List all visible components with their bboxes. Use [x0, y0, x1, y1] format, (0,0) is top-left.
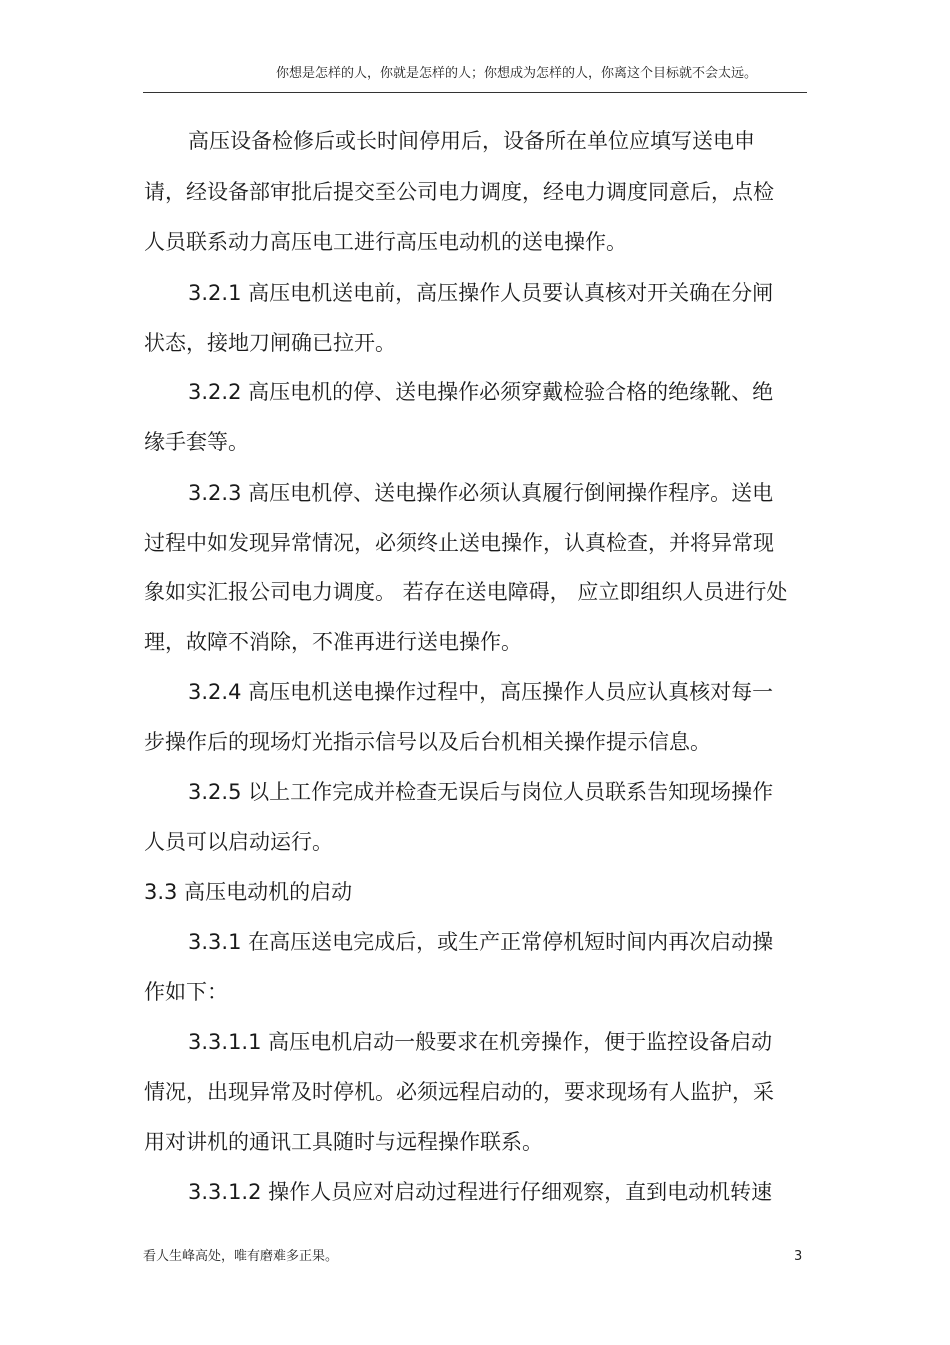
paragraph-line: 3.2.3 高压电机停、送电操作必须认真履行倒闸操作程序。送电 — [188, 481, 774, 505]
section-heading: 3.3 高压电动机的启动 — [144, 880, 353, 904]
paragraph-line: 人员可以启动运行。 — [144, 830, 333, 854]
paragraph-line: 3.2.2 高压电机的停、送电操作必须穿戴检验合格的绝缘靴、绝 — [188, 380, 774, 404]
paragraph-line: 过程中如发现异常情况，必须终止送电操作，认真检查，并将异常现 — [144, 531, 774, 555]
paragraph-line: 情况，出现异常及时停机。必须远程启动的，要求现场有人监护，采 — [144, 1080, 774, 1104]
paragraph-line: 理，故障不消除，不准再进行送电操作。 — [144, 630, 522, 654]
paragraph-line: 用对讲机的通讯工具随时与远程操作联系。 — [144, 1130, 543, 1154]
header-motto: 你想是怎样的人，你就是怎样的人；你想成为怎样的人，你离这个目标就不会太远。 — [276, 66, 758, 81]
paragraph-line: 象如实汇报公司电力调度。 若存在送电障碍， 应立即组织人员进行处 — [144, 580, 788, 604]
paragraph-line: 3.3.1 在高压送电完成后，或生产正常停机短时间内再次启动操 — [188, 930, 774, 954]
paragraph-line: 3.3.1.1 高压电机启动一般要求在机旁操作，便于监控设备启动 — [188, 1030, 773, 1054]
paragraph-line: 请，经设备部审批后提交至公司电力调度，经电力调度同意后，点检 — [144, 180, 774, 204]
page-number: 3 — [794, 1249, 803, 1264]
header-divider — [143, 92, 807, 93]
paragraph-line: 缘手套等。 — [144, 430, 249, 454]
paragraph-line: 作如下： — [144, 980, 228, 1004]
footer-motto: 看人生峰高处，唯有磨难多正果。 — [143, 1249, 339, 1264]
paragraph-line: 3.2.1 高压电机送电前，高压操作人员要认真核对开关确在分闸 — [188, 281, 774, 305]
paragraph-line: 3.2.5 以上工作完成并检查无误后与岗位人员联系告知现场操作 — [188, 780, 774, 804]
paragraph-line: 高压设备检修后或长时间停用后，设备所在单位应填写送电申 — [188, 129, 755, 153]
paragraph-line: 状态，接地刀闸确已拉开。 — [144, 331, 396, 355]
paragraph-line: 3.2.4 高压电机送电操作过程中，高压操作人员应认真核对每一 — [188, 680, 774, 704]
paragraph-line: 3.3.1.2 操作人员应对启动过程进行仔细观察，直到电动机转速 — [188, 1180, 773, 1204]
paragraph-line: 步操作后的现场灯光指示信号以及后台机相关操作提示信息。 — [144, 730, 711, 754]
paragraph-line: 人员联系动力高压电工进行高压电动机的送电操作。 — [144, 230, 627, 254]
